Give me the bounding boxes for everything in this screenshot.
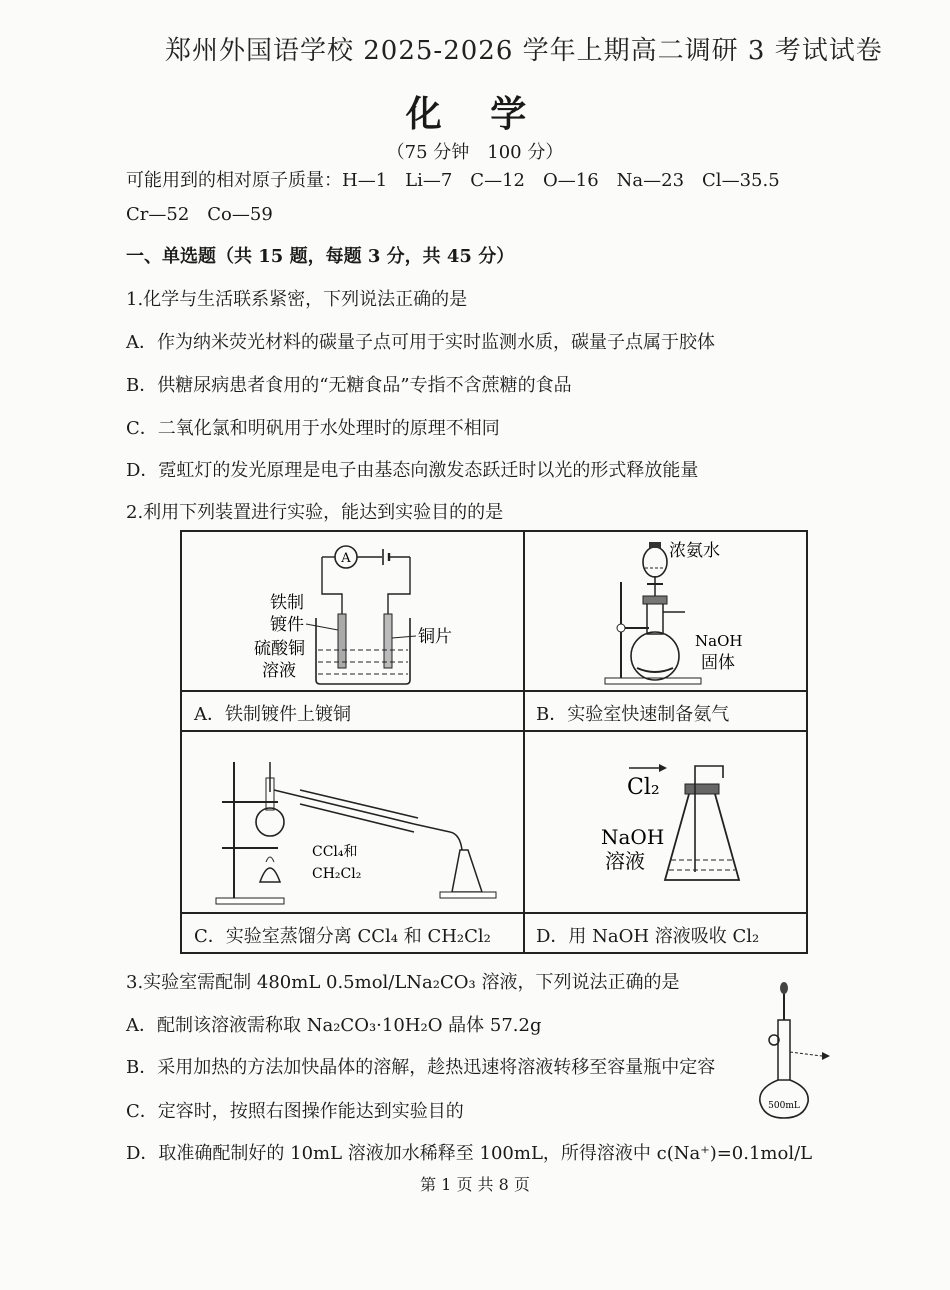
label-mixture-2: CH₂Cl₂ [312,866,362,882]
label-plated-part: 镀件 [270,615,304,635]
option-b-caption: B．实验室快速制备氨气 [536,704,730,725]
section-heading: 一、单选题（共 15 题，每题 3 分，共 45 分） [126,246,515,267]
label-copper: 铜片 [418,627,452,647]
q1-option-b: B．供糖尿病患者食用的“无糖食品”专指不含蔗糖的食品 [126,375,572,396]
cl2-absorption-apparatus [525,732,807,912]
grid-divider [182,912,806,914]
atomic-masses-line1: 可能用到的相对原子质量：H—1 Li—7 C—12 O—16 Na—23 Cl—35.5 [126,170,780,191]
option-c-caption: C．实验室蒸馏分离 CCl₄ 和 CH₂Cl₂ [194,926,491,947]
grid-divider [182,690,806,692]
q3-option-d: D．取准确配制好的 10mL 溶液加水稀释至 100mL，所得溶液中 c(Na⁺)=0.1mol/L [126,1143,813,1164]
distilling-flask-icon [256,808,284,836]
label-cl2: Cl₂ [627,775,660,800]
volumetric-flask-figure [748,980,838,1120]
exam-meta: （75 分钟 100 分） [386,142,564,163]
subject-title: 化 学 [405,93,545,135]
q1-option-a: A．作为纳米荧光材料的碳量子点可用于实时监测水质，碳量子点属于胶体 [126,332,715,353]
label-solution-d: 溶液 [605,849,645,873]
option-a-caption: A．铁制镀件上镀铜 [194,704,351,725]
stand-base [605,678,701,684]
q3-option-b: B．采用加热的方法加快晶体的溶解，趁热迅速将溶液转移至容量瓶中定容 [126,1057,716,1078]
arrow-icon [659,764,667,772]
option-d-caption: D．用 NaOH 溶液吸收 Cl₂ [536,926,760,947]
condenser-icon [300,790,418,818]
label-solution: 溶液 [262,661,296,681]
ammeter-label: A [341,551,351,566]
q1-option-c: C．二氧化氯和明矾用于水处理时的原理不相同 [126,418,500,439]
page-footer: 第 1 页 共 8 页 [420,1175,530,1194]
flask-volume-label: 500mL [768,1101,800,1111]
alcohol-lamp-icon [260,868,280,882]
label-iron: 铁制 [270,593,304,613]
label-naoh: NaOH [695,632,743,650]
distillation-apparatus [182,732,522,912]
copper-electrode [384,614,392,668]
flask-neck [778,1020,790,1080]
q3-option-a: A．配制该溶液需称取 Na₂CO₃·10H₂O 晶体 57.2g [126,1015,542,1036]
apparatus-grid [180,530,808,954]
receiving-flask-icon [452,850,482,892]
conical-flask-icon [665,794,739,880]
label-mixture-1: CCl₄和 [312,844,358,860]
q3-stem: 3.实验室需配制 480mL 0.5mol/LNa₂CO₃ 溶液，下列说法正确的是 [126,972,680,993]
label-naoh-solution: NaOH [601,825,665,849]
label-ammonia-water: 浓氨水 [669,541,720,561]
exam-header: 郑州外国语学校 2025-2026 学年上期高二调研 3 考试试卷 [165,36,883,66]
sight-line [790,1052,822,1056]
dropping-funnel-icon [643,547,667,577]
iron-electrode [338,614,346,668]
q3-option-c: C．定容时，按照右图操作能达到实验目的 [126,1101,464,1122]
q1-option-d: D．霓虹灯的发光原理是电子由基态向激发态跃迁时以光的形式释放能量 [126,460,699,481]
stopper [685,784,719,794]
volumetric-flask-icon [760,1080,808,1118]
label-cuso4: 硫酸铜 [254,639,305,659]
ammonia-apparatus [525,532,807,690]
atomic-masses-line2: Cr—52 Co—59 [126,204,273,225]
q1-stem: 1.化学与生活联系紧密，下列说法正确的是 [126,289,468,310]
label-solid: 固体 [701,653,735,673]
electroplating-apparatus [182,532,522,690]
q2-stem: 2.利用下列装置进行实验，能达到实验目的的是 [126,502,504,523]
